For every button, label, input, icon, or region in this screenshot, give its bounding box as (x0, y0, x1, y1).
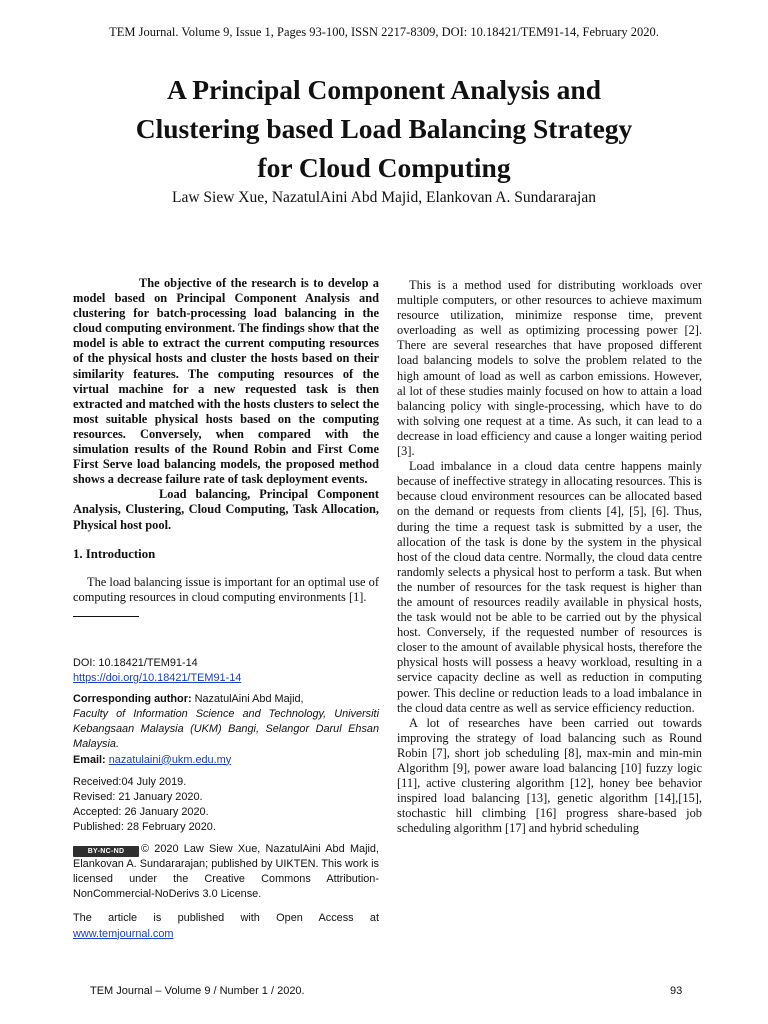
section-heading-introduction: 1. Introduction (73, 546, 156, 561)
date-received: Received:04 July 2019. (73, 775, 187, 788)
author-affiliation: Faculty of Information Science and Technology, Universiti Kebangsaan Malaysia (UKM) Bangi, Selangor Darul Ehsan Malaysia. (73, 708, 379, 751)
cc-license-badge-icon[interactable]: BY-NC-ND (73, 846, 139, 857)
doi-text: DOI: 10.18421/TEM91-14 (73, 657, 198, 669)
body-paragraph-1: This is a method used for distributing workloads over multiple computers, or other resources to achieve maximum resource utilization, minimize response time, prevent overloading as well as optimizing processing power [2]. There are several researches that have proposed different load balancing models to solve the problem related to the high amount of load as well as carbon emissions. However, al lot of these studies mainly focused on how to attain a load balancing policy with single-processing, which have to do with solving one request at a time. As such, it can lead to a decrease in load efficiency and cause a longer waiting period [3]. (397, 278, 702, 459)
article-metadata (73, 656, 379, 942)
keywords-text: Load balancing, Principal Component Analysis, Clustering, Cloud Computing, Task Allocation, Physical host pool. (73, 487, 379, 532)
title-line-3: for Cloud Computing (257, 152, 511, 183)
paper-title (60, 70, 708, 187)
date-revised: Revised: 21 January 2020. (73, 790, 203, 803)
date-published: Published: 28 February 2020. (73, 820, 216, 833)
date-accepted: Accepted: 26 January 2020. (73, 805, 209, 818)
title-line-2: Clustering based Load Balancing Strategy (135, 113, 633, 144)
abstract-text: The objective of the research is to develop a model based on Principal Component Analysis and clustering for batch-processing load balancing in the cloud computing environment. The findings show that the model is able to extract the current computing resources of the physical hosts and cluster the hosts based on their similarity features. The computing resources of the virtual machine for a new requested task is then extracted and matched with the hosts clusters to select the most suitable physical hosts based on the computing resources. Conversely, when compared with the simulation results of the Round Robin and First Come First Serve load balancing models, the proposed method shows a decrease failure rate of task deployment events. (73, 276, 379, 487)
doi-link[interactable]: https://doi.org/10.18421/TEM91-14 (73, 672, 242, 685)
right-column (397, 278, 702, 836)
doi-block (73, 656, 379, 686)
email-line (73, 753, 379, 768)
corresponding-name: NazatulAini Abd Majid, (191, 693, 304, 706)
page-number: 93 (670, 985, 683, 997)
intro-paragraph: The load balancing issue is important for an optimal use of computing resources in cloud computing environments [1]. (73, 574, 379, 604)
open-access-notice (73, 911, 379, 941)
journal-header: TEM Journal. Volume 9, Issue 1, Pages 93-100, ISSN 2217-8309, DOI: 10.18421/TEM91-14, February 2020. (109, 25, 659, 39)
footer-journal: TEM Journal – Volume 9 / Number 1 / 2020. (90, 985, 305, 997)
license-text: © 2020 Law Siew Xue, NazatulAini Abd Majid, Elankovan A. Sundararajan; published by UIKTEN. This work is licensed under the Creative Commons Attribution-NonCommercial-NoDerivs 3.0 License. (73, 843, 379, 901)
title-line-1: A Principal Component Analysis and (167, 74, 601, 105)
body-paragraph-3: A lot of researches have been carried out towards improving the strategy of load balancing such as Round Robin [7], short job scheduling [8], max-min and min-min Algorithm [9], power aware load balancing [10] fuzzy logic [11], active clustering algorithm [12], honey bee behavior inspired load balancing [13], genetic algorithm [14],[15], stochastic hill climbing [16] progress share-based job scheduling algorithm [17] and hybrid scheduling (397, 715, 702, 836)
author-list: Law Siew Xue, NazatulAini Abd Majid, Elankovan A. Sundararajan (172, 189, 596, 206)
corresponding-label: Corresponding author: (73, 693, 192, 706)
body-paragraph-2: Load imbalance in a cloud data centre happens mainly because of ineffective strategy in allocating resources. This is because cloud environment resources can be allocated based on the demand or requests from clients [4], [5], [6]. Thus, during the time a request task is submitted by a user, the allocation of the task is done by the system in the physical host of the cloud data centre. Normally, the cloud data centre randomly selects a physical host to perform a task. But when the number of resources for the task request is higher than the amount of resources readily available in physical hosts, the task would not be able to be carried out by the physical host. Conversely, if the requested number of resources is closer to the amount of available physical hosts, therefore the physical hosts will possess a heavy workload, resulting in a service capacity decline as well as reduction in computing power. This decline or reduction leads to a load imbalance in the cloud data centre as well as service efficiency reduction. (397, 459, 702, 715)
footnote-divider (73, 616, 139, 617)
email-link[interactable]: nazatulaini@ukm.edu.my (108, 753, 232, 766)
open-access-text: The article is published with Open Access at (73, 912, 379, 925)
license-notice (73, 842, 379, 902)
corresponding-author (73, 692, 379, 707)
email-label: Email: (73, 753, 106, 766)
journal-link[interactable]: www.temjournal.com (73, 927, 174, 940)
left-column (73, 276, 379, 617)
